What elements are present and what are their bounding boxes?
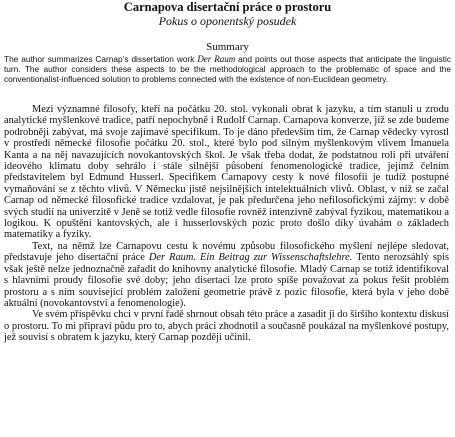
summary-text — [0, 54, 455, 84]
body-text — [0, 84, 455, 344]
summary-work-title: Der Raum — [197, 54, 236, 64]
paper-subtitle: Pokus o oponentský posudek — [158, 14, 297, 28]
body-paragraph-1: Mezi významné filosofy, kteří na počátku 20. stol. vykonali obrat k jazyku, a tím stanuli u zrodu analytické myšlenkové tradice, patří nepochybně i Rudolf Carnap. Carnapova konverze, jíž se zde budeme podrobněji zabývat, má svoje zajímavé specifikum. To je dáno především tím, že Carnap vědecky vyrostl v prostředí německé filosofie počátku 20. stol., které bylo pod silným myšlenkovým vlivem Imanuela Kanta a na něj navazujících novokantovských škol. Je však třeba dodat, že podstatnou roli při utváření ideového klimatu doby sehrálo i stále silnější působení fenomenologické tradice, jejímž čelním představitelem byl Edmund Husserl. Specifikem Carnapovy cesty k nové filosofii je tudíž postupné vymaňování se z těchto vlivů. V Německu jistě nejsilnějších intelektuálních vlivů. Oblast, v níž se začal Carnap od německé filosofické tradice vzdalovat, je pak předurčena jeho nefilosofickými zájmy: v době svých studií na univerzitě v Jeně se totiž vedle filosofie rovněž intenzivně zabýval fyzikou, matematikou a logikou. K opuštění kantovských, ale i husserlovských pozic proto došlo díky úvahám o základech matematiky a fyziky. — [4, 104, 449, 241]
body-p2-title: Der Raum. Ein Beitrag zur Wissenschaftslehre. — [148, 252, 353, 264]
summary-text-after: and points out those aspects that anticipate the linguistic turn. The author considers these aspects to be the methodological approach to the problematic of space and the conventionalist-influenced solution to problems connected with the existence of non-Euclidean geometry. — [4, 54, 451, 84]
body-p2-before: Text, na němž lze Carnapovu cestu k novému způsobu filosofického myšlení nejlépe sledovat, představuje jeho disertační práce — [4, 240, 449, 264]
paper-title: Carnapova disertační práce o prostoru — [123, 0, 332, 14]
body-p2-after: Tento nerozsáhlý spis však ještě nelze jednoznačně zařadit do knihovny analytické filosofie. Mladý Carnap se totiž identifikoval s hlavními proudy filosofie své doby; jeho disertaci lze proto spíše považovat za pokus řešit problém prostoru a s ním související problém založení geometrie právě z pozic filosofie, která byla v jeho době aktuální (novokantovství a fenomenologie). — [4, 252, 450, 309]
summary-heading: Summary — [206, 41, 249, 53]
summary-text-before: The author summarizes Carnap’s dissertation work — [4, 54, 198, 64]
body-paragraph-2 — [4, 241, 449, 309]
body-paragraph-3: Ve svém příspěvku chci v první řadě shrnout obsah této práce a zasadit ji do širšího kontextu diskusí o prostoru. To mi připraví půdu pro to, abych práci zhodnotil a současně poukázal na myšlenkové postupy, jež souvisí s obratem k jazyku, který Carnap později učinil. — [4, 309, 449, 344]
